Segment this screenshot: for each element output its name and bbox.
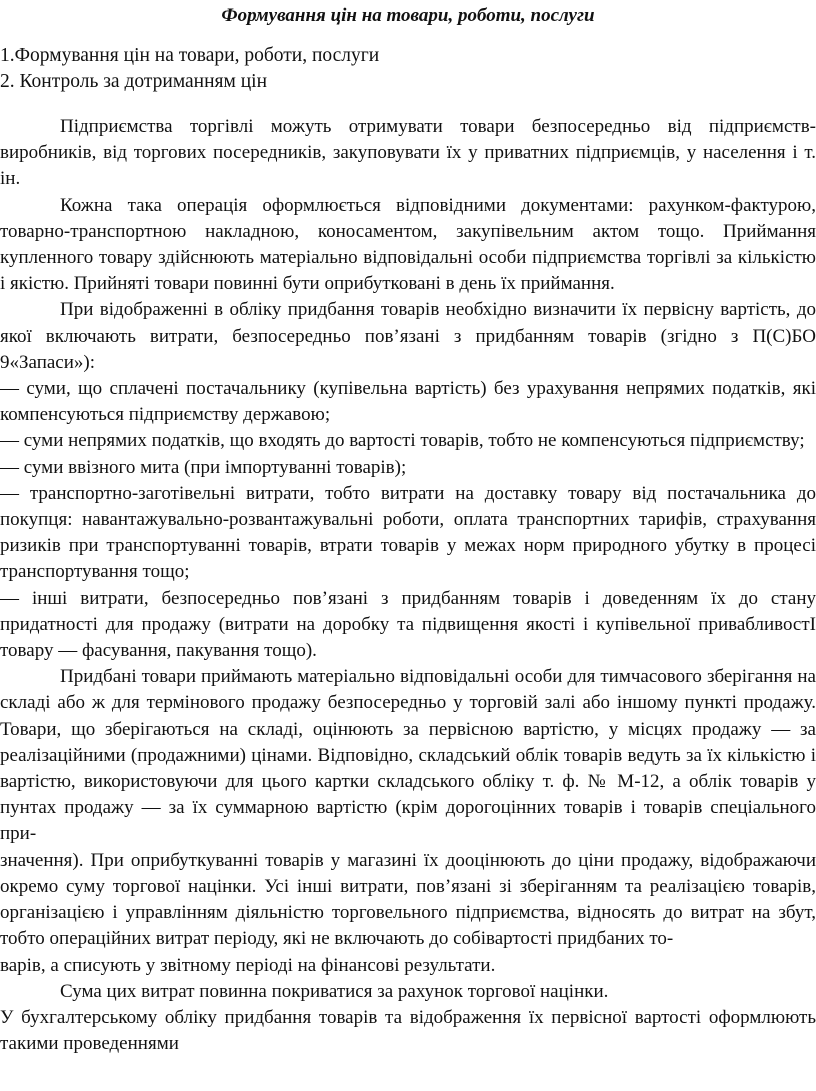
list-item-import-duty: — суми ввізного мита (при імпортуванні товарів);: [0, 456, 407, 478]
document-title: Формування цін на товари, роботи, послуги: [221, 5, 595, 26]
paragraph-entries: У бухгалтерському обліку придбання товарів та відображення їх первісної вартості оформлюють такими проведеннями: [0, 1006, 816, 1055]
paragraph-coverage: Сума цих витрат повинна покриватися за рахунок торгової націнки.: [60, 980, 609, 1002]
paragraph-storage: Придбані товари приймають матеріально відповідальні особи для тимчасового зберігання на складі або ж для термінового продажу безпосередньо у торговій залі або іншому пункті продажу. Товари, що зберігаються на складі, оцінюють за первісною вартістю, у місцях продажу — за реалізаційними (продажними) цінами. Відповідно, складський облік товарів ведуть за їх кількістю і вартістю, використовуючи для цього картки складського обліку т. ф. № М-12, а облік товарів у пунтах продажу — за їх суммарною вартістю (крім дорогоцінних товарів і товарів спеціального при-: [0, 666, 816, 845]
paragraph-initial-cost: При відображенні в обліку придбання товарів необхідно визначити їх первісну вартість, до якої включають витрати, безпосередньо пов’язані з придбанням товарів (згідно з П(С)БО 9«Запаси»):: [0, 299, 816, 373]
list-item-indirect-taxes: — суми непрямих податків, що входять до вартості товарів, тобто не компенсуються підприємству;: [0, 430, 805, 452]
paragraph-markup: значення). При оприбуткуванні товарів у магазині їх дооцінюють до ціни продажу, відображаючи окремо суму торгової націнки. Усі інші витрати, пов’язані зі зберіганням та реалізацією товарів, організацією і управлінням діяльністю торговельного підприємства, відносять до витрат на збут, тобто операційних витрат періоду, які не включають до собівартості придбаних то-: [0, 849, 816, 950]
toc-item-2: 2. Контроль за дотриманням цін: [0, 71, 268, 92]
list-item-transport-costs: — транспортно-заготівельні витрати, тобто витрати на доставку товару від постачальника до покупця: навантажувально-розвантажувальні роботи, оплата транспортних тарифів, страхування ризиків при транспортуванні товарів, втрати товарів у межах норм природного убутку в процесі транспортування тощо;: [0, 482, 816, 583]
paragraph-write-off: варів, а списують у звітному періоді на фінансові результати.: [0, 954, 496, 976]
document-body: [0, 114, 816, 1057]
paragraph-sources: Підприємства торгівлі можуть отримувати товари безпосередньо від підприємств-виробників, від торгових посередників, закуповувати їх у приватних підприємців, у населення і т. ін.: [0, 116, 816, 190]
table-of-contents: [0, 43, 816, 95]
toc-item-1: 1.Формування цін на товари, роботи, послуги: [0, 45, 380, 66]
list-item-supplier-sums: — суми, що сплачені постачальнику (купівельна вартість) без урахування непрямих податків, які компенсуються підприємству державою;: [0, 378, 816, 426]
paragraph-documents: Кожна така операція оформлюється відповідними документами: рахунком-фактурою, товарно-транспортною накладною, коносаментом, закупівельним актом тощо. Приймання купленного товару здійснюють матеріально відповідальні особи підприємства торгівлі за кількістю і якістю. Прийняті товари повинні бути оприбутковані в день їх приймання.: [0, 194, 816, 295]
list-item-other-costs: — інші витрати, безпосередньо пов’язані з придбанням товарів і доведенням їх до стану придатності для продажу (витрати на доробку та підвищення якості і купівельної привабливостІ товару — фасування, пакування тощо).: [0, 587, 816, 662]
